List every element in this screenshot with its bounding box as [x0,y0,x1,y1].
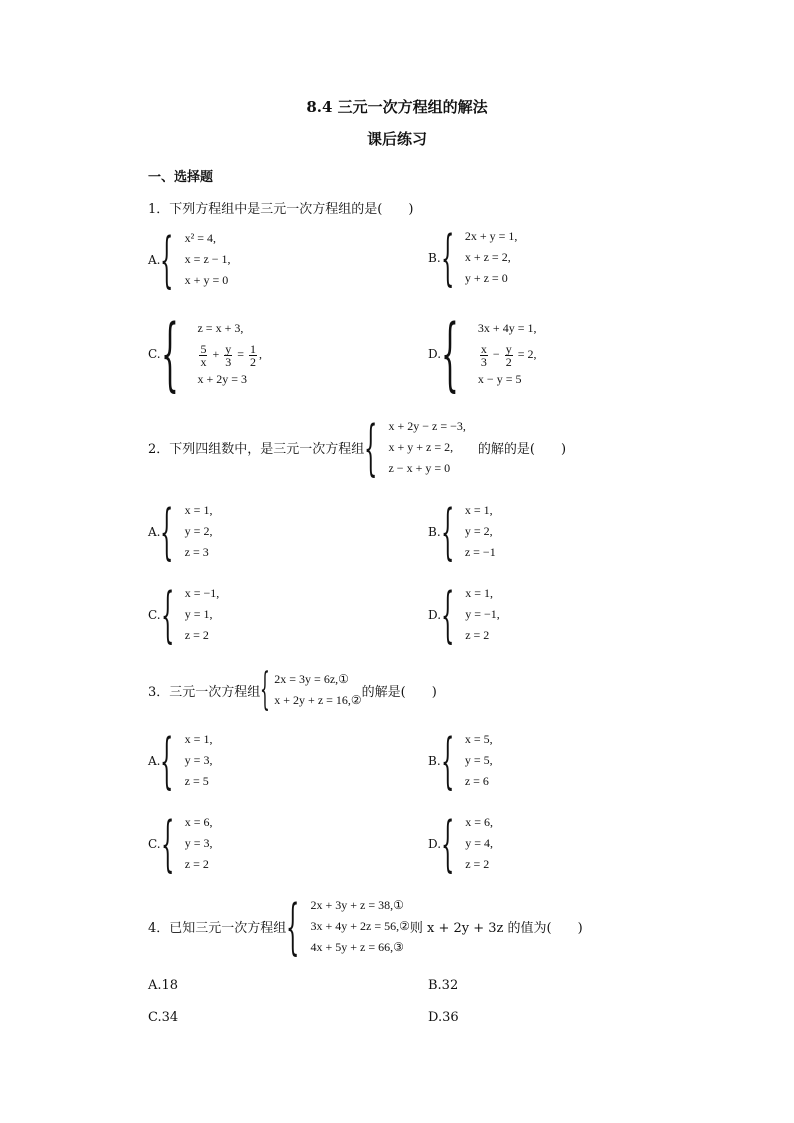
brace-icon: { [364,412,378,483]
fraction-equation-line: $\frac{x}{3}$ − $\frac{y}{2}$ = 2, [480,341,537,369]
equation-line: x = 1, [184,732,213,746]
equation-line: z = 3 [184,545,209,559]
equation-line: y = 3, [184,836,213,850]
brace-icon: { [160,496,174,567]
question-3-text: 3．三元一次方程组 [148,684,261,700]
equation-line: 3x + 4y + 2z = 56,② [310,919,410,933]
option-letter: A. [148,524,161,539]
equation-line: x² = 4, [184,231,217,245]
q3-option-b[interactable] [428,725,493,796]
equation-line: x = −1, [184,586,220,600]
question-3-tail: 的解是( ) [361,684,437,700]
brace-icon: { [160,725,174,796]
equation-line: 4x + 5y + z = 66,③ [310,940,404,954]
equation-line: y + z = 0 [464,271,508,285]
brace-icon: { [440,725,455,796]
equation-line: z = 2 [465,857,490,871]
q3-option-d[interactable] [428,808,493,879]
option-letter: D. [428,347,442,361]
section-heading: 一、选择题 [148,170,214,185]
brace-icon: { [160,307,179,400]
equation-line: y = 4, [465,836,493,850]
q4-option-a[interactable]: A.18 [148,978,179,993]
equation-line: z − x + y = 0 [388,461,451,475]
option-letter: C. [148,836,161,851]
equation-line: 2x + y = 1, [464,229,518,243]
equation-line: x = 6, [184,815,213,829]
equation-line: z = x + 3, [197,321,244,335]
brace-icon: { [440,222,455,293]
equation-line: x = 5, [464,732,493,746]
equation-line: x + y + z = 2, [388,440,454,454]
option-letter: B. [428,753,441,768]
q4-option-d[interactable]: D.36 [428,1010,459,1025]
document-title: 8.4 三元一次方程组的解法 [306,98,488,116]
equation-line: y = 3, [184,753,213,767]
equation-line: 3x + 4y = 1, [477,321,537,335]
equation-line: y = 5, [464,753,493,767]
question-2-tail: 的解的是( ) [477,442,567,457]
q1-option-b[interactable] [428,222,518,293]
equation-line: z = 2 [465,628,490,642]
brace-icon: { [286,891,300,962]
equation-line: 2x + 3y + z = 38,① [310,898,404,912]
question-1-stem: 1．下列方程组中是三元一次方程组的是( ) [148,202,414,217]
question-4-stem [148,891,583,962]
option-letter: C. [148,347,161,361]
equation-line: 2x = 3y = 6z,① [274,672,349,686]
equation-line: z = 5 [184,774,209,788]
q2-option-a[interactable] [148,496,213,567]
brace-icon: { [260,664,271,715]
fraction-equation-line: $\frac{5}{x}$ + $\frac{y}{3}$ = $\frac{1}{2}$ , [200,341,263,369]
equation-line: x = 1, [184,503,213,517]
q3-option-a[interactable] [148,725,213,796]
q2-option-b[interactable] [428,496,496,567]
option-letter: D. [428,836,442,851]
equation-line: x + 2y − z = −3, [388,419,466,433]
equation-line: x = 1, [465,586,493,600]
equation-line: y = −1, [465,607,500,621]
brace-icon: { [160,224,174,295]
option-letter: B. [428,524,441,539]
question-4-tail: 则 x + 2y + 3z 的值为( ) [409,921,583,936]
brace-icon: { [160,808,174,879]
q1-option-a[interactable] [148,224,231,295]
equation-line: x + 2y = 3 [197,372,248,386]
brace-icon: { [160,579,174,650]
equation-line: x + 2y + z = 16,② [274,693,362,707]
q4-option-b[interactable]: B.32 [428,978,459,993]
option-letter: A. [148,252,161,267]
equation-line: z = 2 [184,857,209,871]
question-3-stem [148,664,437,715]
equation-line: x = z − 1, [184,252,231,266]
option-letter: A. [148,753,161,768]
q2-option-d[interactable] [428,579,500,650]
equation-line: z = 6 [464,774,489,788]
equation-line: z = −1 [464,545,496,559]
question-2-text: 2．下列四组数中，是三元一次方程组 [148,442,365,457]
option-letter: C. [148,607,161,622]
question-2-stem [148,412,567,483]
brace-icon: { [441,808,455,879]
q1-option-c[interactable] [148,307,263,400]
equation-line: x − y = 5 [477,372,522,386]
equation-line: z = 2 [184,628,209,642]
brace-icon: { [441,579,455,650]
q2-option-c[interactable] [148,579,220,650]
q4-option-c[interactable]: C.34 [148,1010,179,1025]
equation-line: y = 2, [464,524,493,538]
q1-option-d[interactable] [428,307,537,400]
equation-line: x = 6, [465,815,493,829]
question-4-text: 4．已知三元一次方程组 [148,921,287,936]
equation-line: x + y = 0 [184,273,229,287]
brace-icon: { [440,496,455,567]
q3-option-c[interactable] [148,808,213,879]
equation-line: y = 1, [184,607,213,621]
brace-icon: { [441,307,459,400]
option-letter: B. [428,250,441,265]
equation-line: x = 1, [464,503,493,517]
equation-line: x + z = 2, [464,250,511,264]
document-subtitle: 课后练习 [366,130,427,148]
option-letter: D. [428,607,442,622]
equation-line: y = 2, [184,524,213,538]
